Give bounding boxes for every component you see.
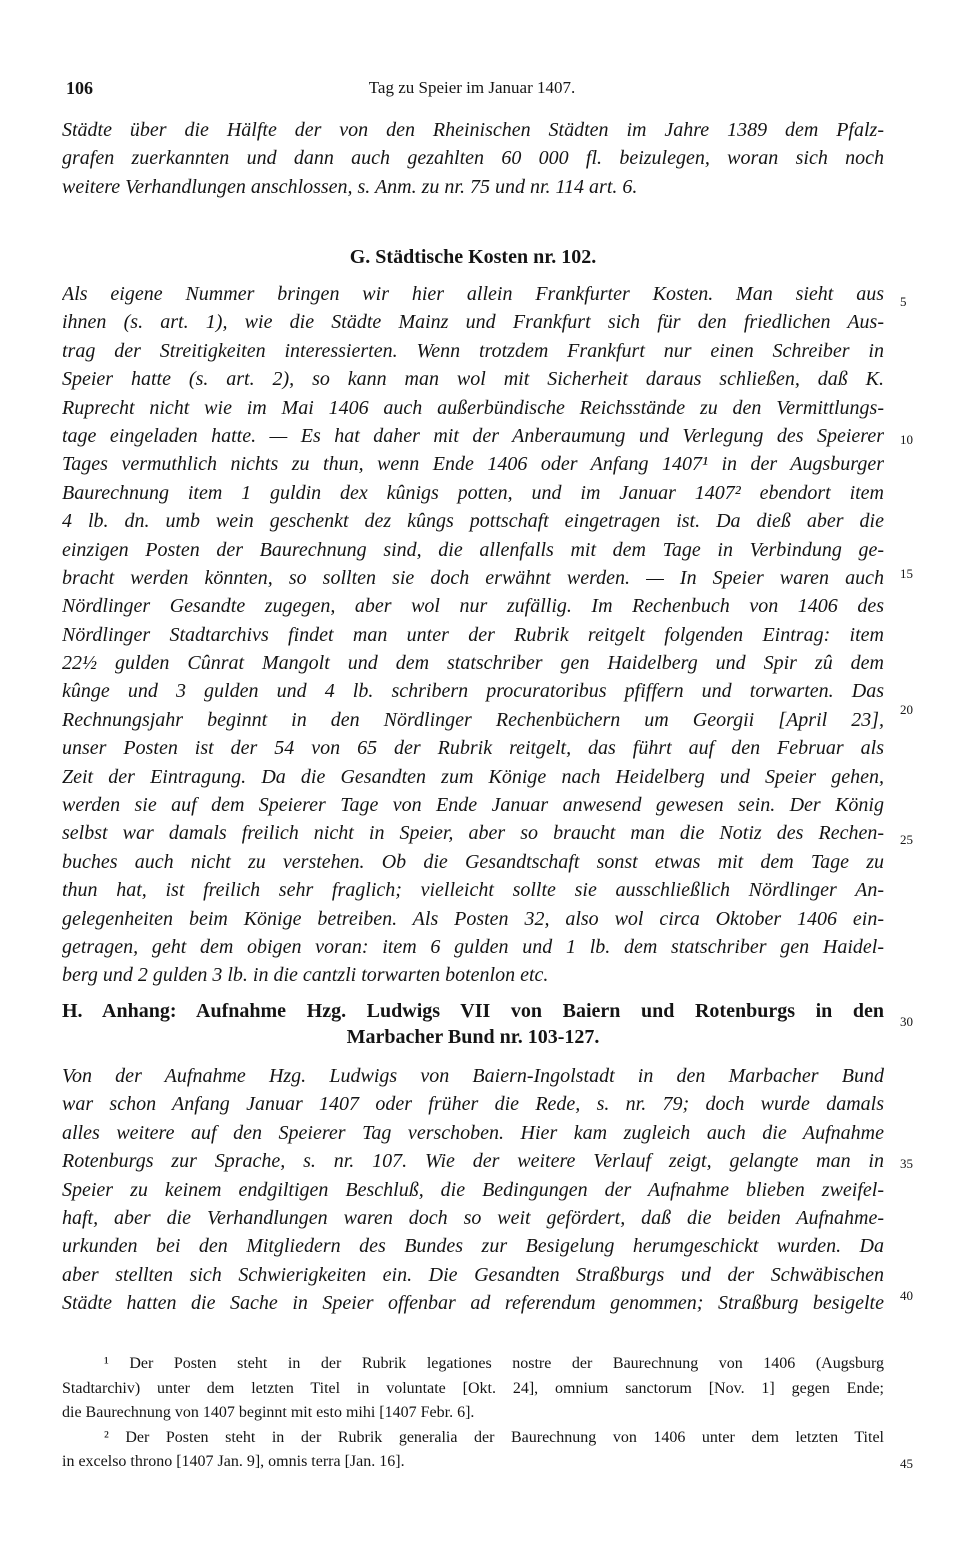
text-line: berg und 2 gulden 3 lb. in die cantzli torwarten botenlon etc. (62, 964, 549, 987)
section-h-heading-line-2: Marbacher Bund nr. 103-127. (346, 1026, 600, 1048)
text-line: gelegenheiten beim Könige betreiben. Als Posten 32, also wol circa Oktober 1406 ein- (62, 907, 884, 930)
line-number: 5 (900, 294, 907, 309)
text-line: getragen, geht dem obigen voran: item 6 gulden und 1 lb. dem statschriber gen Haidel- (62, 935, 884, 958)
section-g-body (62, 280, 884, 990)
line-number: 20 (900, 702, 913, 717)
line-number: 35 (900, 1156, 913, 1171)
section-h-heading-line-1: H. Anhang: Aufnahme Hzg. Ludwigs VII von Baiern und Rotenburgs in den (62, 1000, 884, 1022)
section-g-heading: G. Städtische Kosten nr. 102. (349, 246, 597, 268)
text-line: 22½ gulden Cûnrat Mangolt und dem statschriber gen Haidelberg und Spir zû dem (62, 652, 884, 675)
page-number: 106 (66, 78, 93, 98)
text-line: ihnen (s. art. 1), wie die Städte Mainz und Frankfurt sich für den friedlichen Aus- (62, 311, 884, 334)
text-line: unser Posten ist der 54 von 65 der Rubrik reitgelt, das führt auf den Februar als (62, 737, 884, 760)
text-line: tage eingeladen hatte. — Es hat daher mit der Anberaumung und Verlegung des Speierer (62, 424, 884, 447)
text-line: Von der Aufnahme Hzg. Ludwigs von Baiern-Ingolstadt in den Marbacher Bund (62, 1065, 884, 1087)
line-number: 30 (900, 1014, 913, 1029)
text-line: thun hat, ist freilich sehr fraglich; vielleicht sollte sie ausschließlich Nördlinger An- (62, 879, 884, 902)
text-line: buches auch nicht zu verstehen. Ob die Gesandtschaft sonst etwas mit dem Tage zu (62, 850, 884, 873)
footnotes (62, 1352, 884, 1475)
text-line: Als eigene Nummer bringen wir hier allein Frankfurter Kosten. Man sieht aus (62, 283, 884, 305)
text-line: weitere Verhandlungen anschlossen, s. Anm. zu nr. 75 und nr. 114 art. 6. (62, 175, 638, 198)
line-number: 45 (900, 1456, 913, 1471)
running-title: Tag zu Speier im Januar 1407. (368, 78, 576, 97)
line-number: 40 (900, 1288, 913, 1303)
text-line: grafen zuerkannten und dann auch gezahlten 60 000 fl. beizulegen, woran sich noch (62, 147, 884, 170)
text-line: Nördlinger Stadtarchivs findet man unter der Rubrik reitgelt folgenden Eintrag: item (62, 623, 884, 646)
footnote-line: die Baurechnung von 1407 beginnt mit esto mihi [1407 Febr. 6]. (62, 1404, 475, 1421)
line-number: 15 (900, 566, 913, 581)
text-line: Städte hatten die Sache in Speier offenbar ad referendum genommen; Straßburg besigelte (62, 1292, 884, 1315)
text-line: kûnge und 3 gulden und 4 lb. schribern procuratoribus pfiffern und torwarten. Das (62, 680, 884, 703)
intro-paragraph (62, 116, 884, 201)
text-line: urkunden bei den Mitgliedern des Bundes zur Besigelung herumgeschickt wurden. Da (62, 1235, 884, 1258)
text-line: Städte über die Hälfte der von den Rheinischen Städten im Jahre 1389 dem Pfalz- (62, 119, 884, 141)
text-line: war schon Anfang Januar 1407 oder früher die Rede, s. nr. 79; doch wurde damals (62, 1093, 884, 1116)
line-number: 10 (900, 432, 913, 447)
text-line: 4 lb. dn. umb wein geschenkt dez kûngs pottschaft eingetragen ist. Da dieß aber die (62, 510, 884, 533)
section-h-body (62, 1062, 884, 1318)
text-line: Speier hatte (s. art. 2), so kann man wol mit Sicherheit daraus schließen, daß K. (62, 368, 884, 391)
text-line: Tages vermuthlich nichts zu thun, wenn Ende 1406 oder Anfang 1407¹ in der Augsburger (62, 453, 884, 476)
line-number: 25 (900, 832, 913, 847)
text-line: aber stellten sich Schwierigkeiten ein. Die Gesandten Straßburgs und der Schwäbischen (62, 1263, 884, 1286)
footnote-line: ¹ Der Posten steht in der Rubrik legationes nostre der Baurechnung von 1406 (Augsburg (104, 1355, 884, 1372)
footnote-line: ² Der Posten steht in der Rubrik generalia der Baurechnung von 1406 unter dem letzten Titel (104, 1428, 884, 1446)
text-line: Ruprecht nicht wie im Mai 1406 auch außerbündische Reichsstände zu den Vermittlungs- (62, 396, 884, 419)
footnote-line: in excelso throno [1407 Jan. 9], omnis terra [Jan. 16]. (62, 1453, 405, 1470)
text-line: trag der Streitigkeiten interessierten. Wenn trotzdem Frankfurt nur einen Schreiber in (62, 339, 884, 362)
page-header (66, 78, 878, 104)
text-line: werden sie auf dem Speierer Tage von Ende Januar anwesend gewesen sein. Der König (62, 794, 884, 817)
footnote-line: Stadtarchiv) unter dem letzten Titel in voluntate [Okt. 24], omnium sanctorum [Nov. 1] gegen Ende; (62, 1379, 884, 1397)
text-line: bracht werden könnten, so sollten sie doch erwähnt werden. — In Speier waren auch (62, 566, 884, 589)
text-line: alles weitere auf den Speierer Tag verschoben. Hier kam zugleich auch die Aufnahme (62, 1121, 884, 1144)
text-line: Zeit der Eintragung. Da die Gesandten zum Könige nach Heidelberg und Speier gehen, (62, 765, 884, 788)
text-line: einzigen Posten der Baurechnung sind, die allenfalls mit dem Tage in Verbindung ge- (62, 538, 884, 561)
text-line: Speier zu keinem endgiltigen Beschluß, die Bedingungen der Aufnahme blieben zweifel- (62, 1178, 884, 1201)
text-line: Baurechnung item 1 guldin dex kûnigs potten, und im Januar 1407² ebendort item (62, 481, 884, 504)
text-line: Rotenburgs zur Sprache, s. nr. 107. Wie der weitere Verlauf zeigt, gelangte man in (62, 1150, 884, 1173)
text-line: Nördlinger Gesandte zugegen, aber wol nur zufällig. Im Rechenbuch von 1406 des (62, 595, 884, 618)
text-line: haft, aber die Verhandlungen waren doch so weit gefördert, daß die beiden Aufnahme- (62, 1206, 884, 1229)
text-line: Rechnungsjahr beginnt in den Nördlinger Rechenbüchern um Georgii [April 23], (62, 708, 884, 731)
text-line: selbst war damals freilich nicht in Speier, aber so braucht man die Notiz des Rechen- (62, 822, 884, 845)
